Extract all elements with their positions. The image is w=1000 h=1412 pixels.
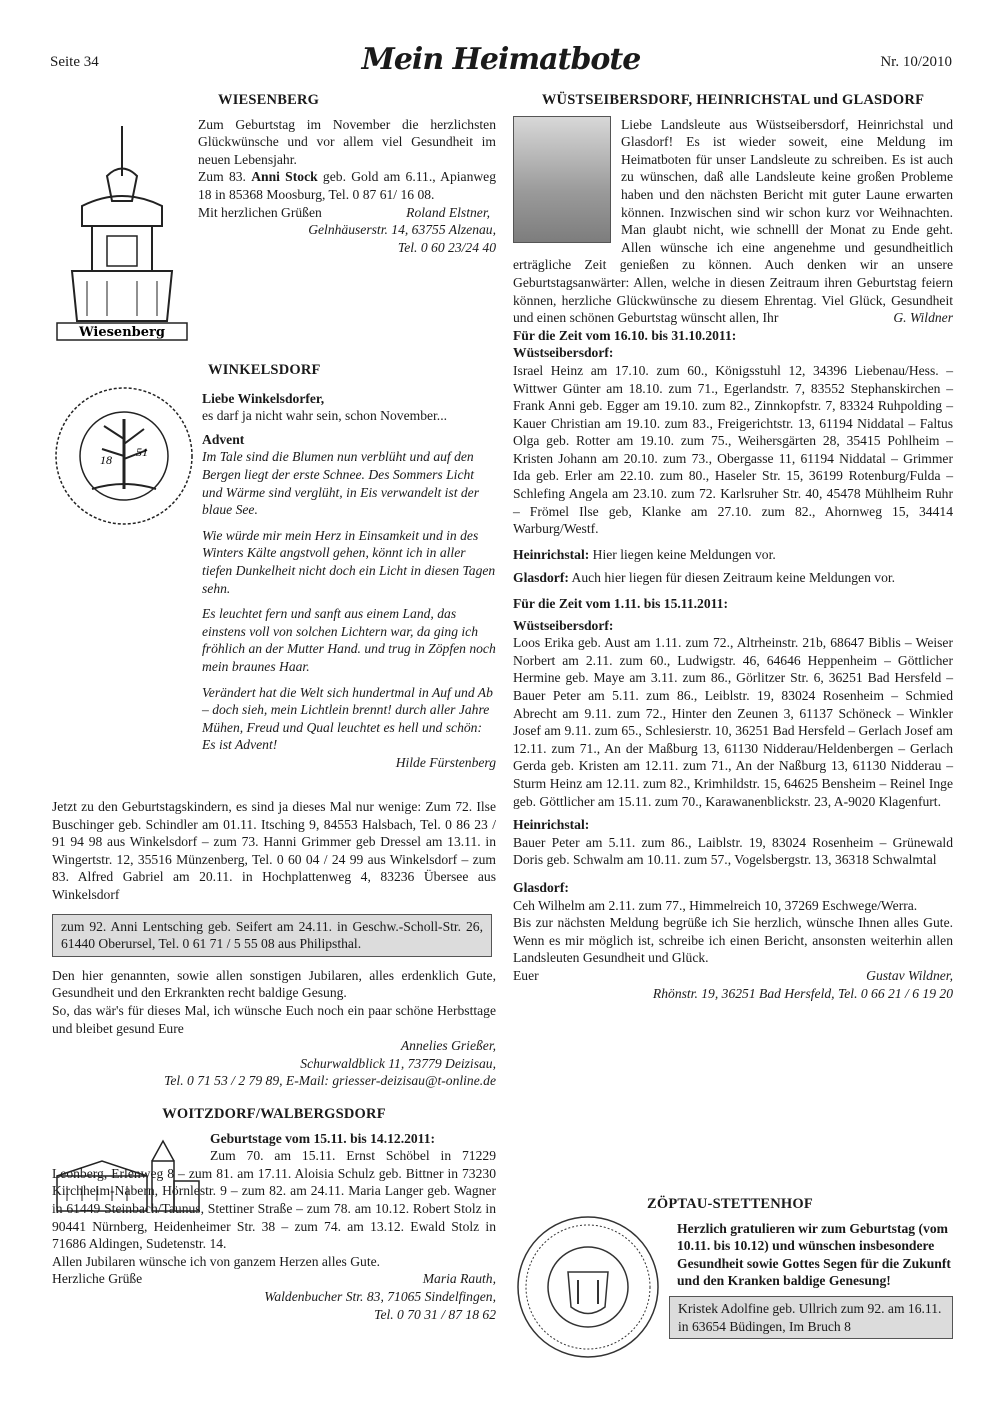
subheading: Wüstseibersdorf: — [513, 617, 614, 633]
section-heading: Geburtstage vom 15.11. bis 14.12.2011: — [210, 1130, 436, 1146]
paragraph: Den hier genannten, sowie allen sonstigen Jubilaren, alles erdenklich Gute, Gesundheit und den Erkrankten recht baldige Gesung. — [52, 967, 496, 1001]
highlight-box: zum 92. Anni Lentsching geb. Seifert am 24.11. in Geschw.-Scholl-Str. 26, 61440 Oberursel, Tel. 0 61 71 / 5 55 08 aus Philipsthal. — [52, 914, 492, 957]
section-title: WÜSTSEIBERSDORF, HEINRICHSTAL und GLASDORF — [541, 92, 925, 108]
subheading: Heinrichstal: — [513, 546, 590, 562]
birthday-list: Ceh Wilhelm am 2.11. zum 77., Himmelreich 10, 37269 Eschwege/Werra. — [513, 897, 918, 913]
highlight-box: Kristek Adolfine geb. Ullrich zum 92. am 16.11. in 63654 Büdingen, Im Bruch 8 — [669, 1296, 953, 1339]
section-title: WIESENBERG — [218, 92, 320, 108]
section-wuestseibersdorf: WÜSTSEIBERSDORF, HEINRICHSTAL und GLASDORF Liebe Landsleute aus Wüstseibersdorf, Heinrichstal und Glasdorf! Es ist wieder soweit, eine Meldung im Heimatboten für unser Landsleute zu schreiben. Es ist auch zu wünschen, daß alle Landsleute keine großen Probleme haben und den nächsten Bericht mit guter Laune erwarten können. Inzwischen sind wir schon kurz vor Weihnachten. Man glaubt nicht, wie schnelll der Monat zu Ende geht. Allen wünsche ich eine angenehme und gesundheitlich erträgliche Zeit genießen zu können. Auch denken wir an unsere Geburtstagsanwärter: Allen, welche in diesen Zeitraum ihren Geburtstag feiern können, herzliche Glückwünsche zu diesem Ehrentag. Viel Glück, Gesundheit und einen schönen Geburtstag wünscht allen, Ihr G. Wildner Für die Zeit vom 16.10. bis 31.10.2011: Wüstseibersdorf: Israel Heinz am 17.10. zum 60., Königsstuhl 12, 34396 Liebenau/Hess. – Wittwer Günter am 18.10. zum 71., Egerlandstr. 7, 83552 Stephanskirchen – Frank Anni geb. Egger am 19.10. zum 82., Zinnkopfstr. 7, 83324 Ruhpolding – Kauer Christian am 19.10. zum 83., Freigerichtstr. 13, 61194 Niddatal – Faltus Olga geb. Rotter am 19.10. zum 75., Weihersgärten 28, 35415 Pohlheim – Kristen Johann am 20.10. zum 73., Obergasse 11, 61194 Niddatal – Grimmer Ida geb. Erler am 22.10. zum 80., Haseler Str. 15, 36199 Rotenburg/Fulda – Schlefing Angela am 23.10. zum 72. Karlsruher Str. 40, 45478 Mühlheim Ruhr – Frömel Ilse geb, Klanke am 27.10. zum 82., Ahornweg 15, 34414 Warburg/Westf. Heinrichstal: Hier liegen keine Meldungen vor. Glasdorf: Auch hier liegen für diesen Zeitraum keine Meldungen vor. Für die Zeit vom 1.11. bis 15.11.2011: Wüstseibersdorf: Loos Erika geb. Aust am 1.11. zum 72., Altrheinstr. 21b, 68647 Biblis – Weiser Norbert am 2.11. zum 60., Ludwigstr. 46, 64646 Heppenheim – Göttlicher Hermine geb. Maye am 3.11. zum 86., Görlitzer Str. 6, 36251 Bad Hersfeld – Bauer Peter am 5.11. zum 86., Leiblstr. 19, 83024 Rosenheim – Schmied Abrecht am 9.11. zum 72., Hinter den Zeunen 3, 61137 Schöneck – Winkler Josef am 9.11. zum 65., Schlesierstr. 10, 36251 Bad Hersfeld – Gerlach Josef am 12.11. zum 71., An der Maßburg 13, 61130 Nidderau/Heldenbergen – Gerlach Gerda geb. Kristen am 12.11. zum 71., An der Naßburg 13, 61130 Nidderau – Sturm Heinz am 12.11. zum 82., Krimhildstr. 15, 64625 Bensheim – Reinel Inge geb. Göttlicher am 15.11. zum 70., Karawanenblickstr. 23, A-9020 Klagenfurt. Heinrichstal: Bauer Peter am 5.11. zum 86., Laiblstr. 19, 83024 Rosenheim – Grünewald Doris geb. Schwalm am 10.11. zum 57., Vogelsbergstr. 13, 36318 Schwalmtal Glasdorf: Ceh Wilhelm am 2.11. zum 77., Himmelreich 10, 37269 Eschwege/Werra. Bis zur nächsten Meldung begrüße ich Sie herzlich, wünsche Ihnen alles Gute. Wenn es mir möglich ist, schreibe ich einen Bericht, ansonsten weiterhin allen Landsleuten Gesundheit und Glück. Euer Gustav Wildner, Rhönstr. 19, 36251 Bad Hersfeld, Tel. 0 66 21 / 6 19 20 — [513, 92, 953, 1001]
period-heading: Für die Zeit vom 1.11. bis 15.11.2011: — [513, 596, 728, 612]
wiesenberg-emblem-icon — [52, 116, 192, 341]
poem-stanza: Wie würde mir mein Herz in Einsamkeit und in des Winters Kälte angstvoll gehen, könnt ich in aller tiefen Dunkelheit nicht doch ein Licht in diesen Tagen sehn. — [202, 527, 496, 596]
winkelsdorf-seal-icon — [52, 384, 197, 529]
paragraph: Allen Jubilaren wünsche ich von ganzem Herzen alles Gute. — [52, 1253, 381, 1269]
masthead-logo: Mein Heimatbote — [361, 42, 641, 77]
page-number: Seite 34 — [50, 54, 99, 70]
section-title: ZÖPTAU-STETTENHOF — [647, 1196, 813, 1212]
signature-address: Schurwaldblick 11, 73779 Deizisau, — [300, 1055, 496, 1071]
issue-number: Nr. 10/2010 — [880, 54, 952, 70]
paragraph: Liebe Landsleute aus Wüstseibersdorf, Heinrichstal und Glasdorf! Es ist wieder soweit, eine Meldung im Heimatboten für unser Landsleute zu schreiben. Es ist auch zu wünschen, daß alle Landsleute keine großen Probleme haben und den nächsten Bericht mit guter Laune erwarten können. Inzwischen sind wir schon kurz vor Weihnachten. Man glaubt nicht, wie schnelll der Monat zu Ende geht. Allen wünsche ich eine angenehme und gesundheitlich erträgliche Zeit genießen zu können. Auch denken wir an unsere Geburtstagsanwärter: Allen, welche in diesen Zeitraum ihren Geburtstag feiern können, herzliche Glückwünsche zu diesem Ehrentag. Viel Glück, Gesundheit und einen schönen Geburtstag wünscht allen, Ihr — [513, 116, 953, 326]
section-woitzdorf — [52, 1106, 496, 1323]
section-title: WOITZDORF/WALBERGSDORF — [162, 1106, 386, 1122]
page-header — [50, 42, 952, 78]
signature-phone: Tel. 0 60 23/24 40 — [397, 239, 496, 255]
section-title: WINKELSDORF — [208, 362, 321, 378]
birthday-list: Bauer Peter am 5.11. zum 86., Laiblstr. 19, 83024 Rosenheim – Grünewald Doris geb. Schwalm am 10.11. zum 57., Vogelsbergstr. 13, 36318 Schwalmtal — [513, 834, 953, 868]
winkelsdorf-birthdays — [52, 798, 496, 1090]
subheading: Glasdorf: — [513, 570, 569, 586]
signature-name: Maria Rauth, — [422, 1271, 496, 1287]
church-village-icon — [52, 1136, 202, 1216]
subheading: Wüstseibersdorf: — [513, 345, 614, 361]
paragraph: es darf ja nicht wahr sein, schon November... — [202, 408, 447, 424]
poem-stanza: Verändert hat die Welt sich hundertmal in Auf und Ab – doch sieh, mein Lichtlein brennt! durch aller Jahre Mühen, Freud und Qual leuchtet es hell und schön: Es ist Advent! — [202, 684, 493, 753]
signature-name: G. Wildner — [893, 310, 953, 326]
subheading: Glasdorf: — [513, 879, 569, 895]
paragraph: So, das wär's für dieses Mal, ich wünsche Euch noch ein paar schöne Herbsttage und bleibet gesund Eure — [52, 1002, 496, 1036]
salutation: Liebe Winkelsdorfer, — [202, 390, 325, 406]
greeting: Euer — [513, 967, 539, 983]
church-photo — [513, 116, 611, 243]
svg-text:51: 51 — [136, 445, 148, 459]
poem-stanza: Es leuchtet fern und sanft aus einem Land, das einstens voll von solchen Lichtern war, da ging ich fröhlich an der Mutter Hand. und trug in Zöpfen noch mein braunes Haar. — [202, 606, 496, 674]
paragraph: Zum 83. Anni Stock geb. Gold am 6.11., Apianweg 18 in 85368 Moosburg, Tel. 0 87 61/ 16 08. — [198, 169, 497, 202]
subheading: Heinrichstal: — [513, 817, 590, 833]
paragraph: Bis zur nächsten Meldung begrüße ich Sie herzlich, wünsche Ihnen alles Gute. Wenn es mir möglich ist, schreibe ich einen Bericht, ansonsten weiterhin allen Landsleuten Gesundheit und Glück. — [513, 915, 953, 966]
greeting: Herzliche Grüße — [52, 1271, 143, 1287]
signature-address: Gelnhäuserstr. 14, 63755 Alzenau, — [308, 222, 496, 238]
svg-text:Wiesenberg: Wiesenberg — [79, 325, 165, 340]
signature-contact: Tel. 0 71 53 / 2 79 89, E-Mail: griesser-deizisau@t-online.de — [164, 1073, 496, 1089]
paragraph: Zum 70. am 15.11. Ernst Schöbel in 71229 Leonberg, Erlenweg 8 – zum 81. am 17.11. Aloisia Schulz geb. Bittner in 73230 Kirchheim-Nabern, Hörnlestr. 9 – zum 82. am 24.11. Maria Langer geb. Wagner in 61449 Steinbach/Taunus, Stettiner Straße – zum 78. am 10.12. Robert Stolz in 90441 Nürnberg, Heidenheimer Str. 38 – zum 74. am 13.12. Ewald Stolz in 71686 Aldingen, Sudetenstr. 14. — [52, 1148, 496, 1252]
signature-name: Gustav Wildner, — [866, 967, 953, 983]
svg-text:18: 18 — [100, 453, 112, 467]
zoeptau-seal-icon — [513, 1212, 663, 1362]
signature-address: Waldenbucher Str. 83, 71065 Sindelfingen, — [264, 1288, 496, 1304]
birthday-list: Loos Erika geb. Aust am 1.11. zum 72., Altrheinstr. 21b, 68647 Biblis – Weiser Norbert am 2.11. zum 60., Ludwigstr. 46, 64646 Heppenheim – Göttlicher Hermine geb. Maye am 3.11. zum 86., Görlitzer Str. 6, 36251 Bad Hersfeld – Bauer Peter am 5.11. zum 86., Leiblstr. 19, 83024 Rosenheim – Schmied Abrecht am 9.11. zum 72., Hinter den Zeunen 3, 61137 Schöneck – Winkler Josef am 9.11. zum 65., Schlesierstr. 10, 36251 Bad Hersfeld – Gerlach Josef am 12.11. zum 71., An der Maßburg 13, 61130 Nidderau/Heldenbergen – Gerlach Gerda geb. Kristen am 12.11. zum 71., An der Naßburg 13, 61130 Nidderau – Sturm Heinz am 12.11. zum 82., Krimhildstr. 15, 64625 Bensheim – Reinel Inge geb. Göttlicher am 15.11. zum 70., Karawanenblickstr. 23, A-9020 Klagenfurt. — [513, 635, 953, 809]
poem-stanza: Im Tale sind die Blumen nun verblüht und auf den Bergen liegt der erste Schnee. Des Sommers Licht und Wärme sind verglüht, in Eis verwandelt ist der blaue See. — [202, 449, 480, 518]
paragraph: Zum Geburtstag im November die herzlichsten Glückwünsche und vor allem viel Gesundheit im neuen Lebensjahr. — [198, 116, 496, 167]
poem-title: Advent — [202, 431, 245, 447]
signature-address: Rhönstr. 19, 36251 Bad Hersfeld, Tel. 0 66 21 / 6 19 20 — [652, 985, 953, 1001]
signature-name: Roland Elstner, — [406, 204, 490, 220]
greeting: Mit herzlichen Grüßen — [198, 204, 322, 220]
poem — [202, 448, 496, 754]
signature-name: Annelies Grießer, — [400, 1038, 496, 1054]
paragraph: Jetzt zu den Geburtstagskindern, es sind ja dieses Mal nur wenige: Zum 72. Ilse Buschinger geb. Schindler am 01.11. Itsching 9, 84553 Halsbach, Tel. 0 86 23 / 91 94 98 aus Winkelsdorf – zum 73. Hanni Grimmer geb Dressel am 13.11. in Wingertstr. 12, 35516 Münzenberg, Tel. 0 60 04 / 24 99 aus Winkelsdorf – zum 83. Alfred Gabriel am 20.11. in Hochplattenweg 4, 83236 Übersee aus Winkelsdorf — [52, 799, 496, 902]
birthday-list: Israel Heinz am 17.10. zum 60., Königsstuhl 12, 34396 Liebenau/Hess. – Wittwer Günter am 18.10. zum 71., Egerlandstr. 7, 83552 Stephanskirchen – Frank Anni geb. Egger am 19.10. zum 82., Zinnkopfstr. 7, 83324 Ruhpolding – Kauer Christian am 19.10. zum 83., Freigerichtstr. 13, 61194 Niddatal – Faltus Olga geb. Rotter am 19.10. zum 75., Weihersgärten 28, 35415 Pohlheim – Kristen Johann am 20.10. zum 73., Obergasse 11, 61194 Niddatal – Grimmer Ida geb. Erler am 22.10. zum 80., Haseler Str. 15, 36199 Rotenburg/Fulda – Schlefing Angela am 23.10. zum 72. Karlsruher Str. 40, 45478 Mühlheim Ruhr – Frömel Ilse geb, Klanke am 27.10. zum 82., Ahornweg 15, 34414 Warburg/Westf. — [513, 362, 953, 537]
paragraph: Herzlich gratulieren wir zum Geburtstag (vom 10.11. bis 10.12) und wünschen insbesondere Gesundheit sowie Gottes Segen für die Zukunft und den Kranken baldige Genesung! — [677, 1220, 951, 1289]
poem-author: Hilde Fürstenberg — [395, 754, 496, 770]
period-heading: Für die Zeit vom 16.10. bis 31.10.2011: — [513, 327, 737, 343]
signature-phone: Tel. 0 70 31 / 87 18 62 — [374, 1306, 496, 1322]
